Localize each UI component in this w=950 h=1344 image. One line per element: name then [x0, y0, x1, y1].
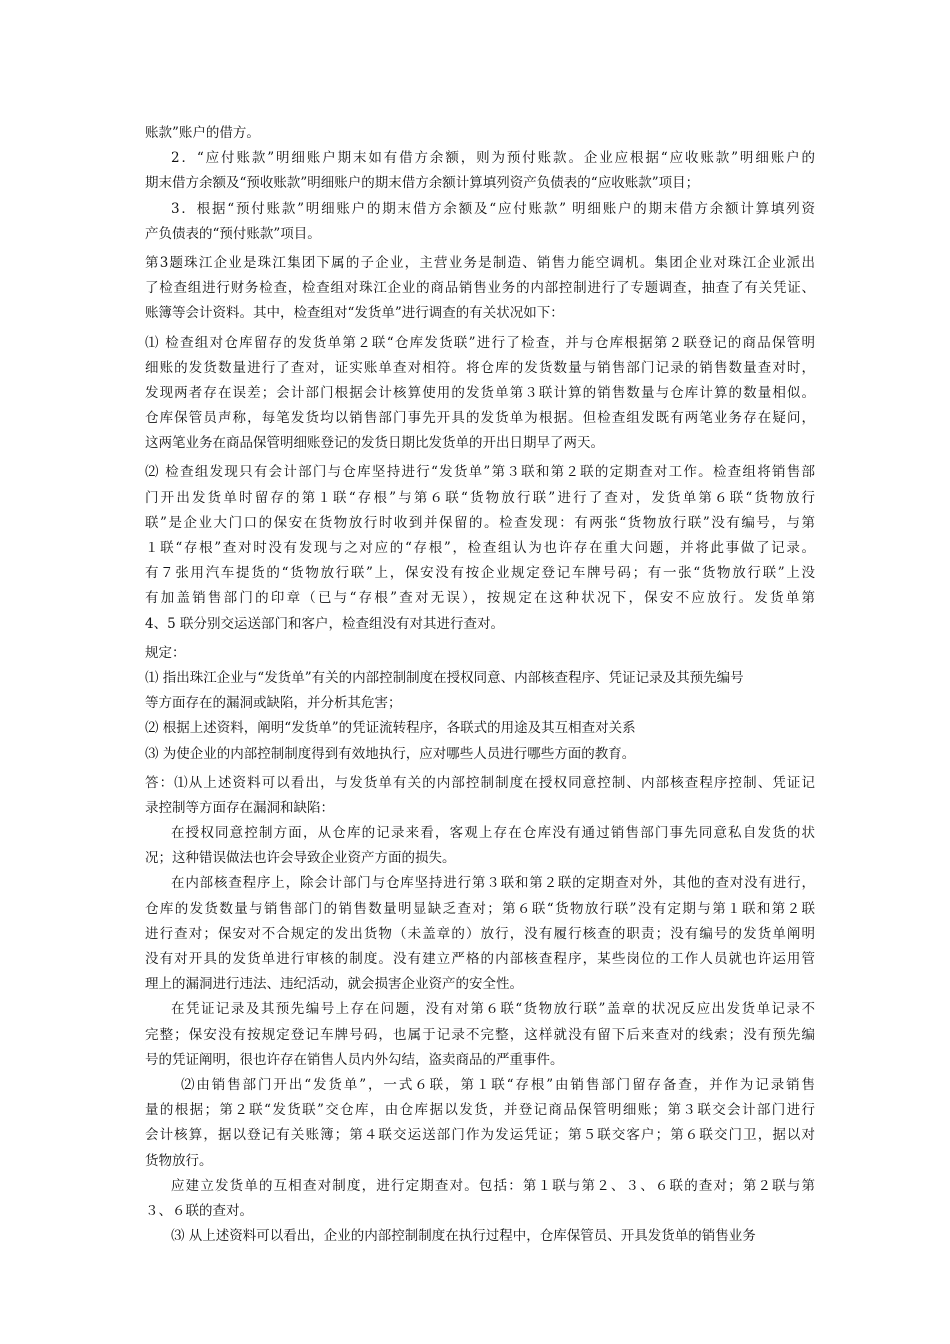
text-line: 货物放行。 [145, 1152, 213, 1169]
text-line: 细账的发货数量进行了查对，证实账单查对相符。将仓库的发货数量与销售部门记录的销售数量查对时， [145, 359, 815, 376]
text-line: 产负债表的“预付账款”项目。 [145, 225, 321, 242]
text-line: ３、６联的查对。 [145, 1202, 253, 1219]
text-line: 这两笔业务在商品保管明细账登记的发货日期比发货单的开出日期早了两天。 [145, 435, 604, 452]
text-line: 进行查对；保安对不合规定的发出货物（未盖章的）放行，没有履行核查的职责；没有编号的发货单阐明 [145, 925, 815, 942]
text-line: 在内部核查程序上，除会计部门与仓库坚持进行第３联和第２联的定期查对外，其他的查对没有进行， [171, 875, 815, 892]
text-line: 况；这种错误做法也许会导致企业资产方面的损失。 [145, 850, 456, 867]
text-line: ⑶ 为使企业的内部控制制度得到有效地执行，应对哪些人员进行哪些方面的教育。 [145, 745, 636, 762]
text-line: ⑵ 检查组发现只有会计部门与仓库坚持进行“发货单”第３联和第２联的定期查对工作。检查组将销售部 [145, 464, 815, 481]
text-line: 2．“应付账款”明细账户期末如有借方余额，则为预付账款。企业应根据“应收账款”明细账户的 [171, 150, 815, 167]
text-line: 门开出发货单时留存的第１联“存根”与第６联“货物放行联”进行了查对，发货单第６联“货物放行 [145, 489, 815, 506]
text-line: １联“存根”查对时没有发现与之对应的“存根”，检查组认为也许存在重大问题，并将此事做了记录。 [145, 540, 815, 556]
text-line: 有加盖销售部门的印章（已与“存根”查对无误），按规定在这种状况下，保安不应放行。发货单第 [145, 590, 815, 607]
text-line: 理上的漏洞进行违法、违纪活动，就会损害企业资产的安全性。 [145, 976, 523, 993]
text-line: 第3题珠江企业是珠江集团下属的子企业，主营业务是制造、销售力能空调机。集团企业对珠江企业派出 [145, 254, 815, 271]
text-line: ⑶ 从上述资料可以看出，企业的内部控制制度在执行过程中，仓库保管员、开具发货单的销售业务 [171, 1228, 756, 1245]
text-line: 完整；保安没有按规定登记车牌号码，也属于记录不完整，这样就没有留下后来查对的线索；没有预先编 [145, 1026, 815, 1043]
text-line: 等方面存在的漏洞或缺陷，并分析其危害； [145, 695, 402, 712]
text-line: 了检查组进行财务检查，检查组对珠江企业的商品销售业务的内部控制进行了专题调查，抽查了有关凭证、 [145, 280, 815, 297]
text-line: 联”是企业大门口的保安在货物放行时收到并保留的。检查发现：有两张“货物放行联”没有编号，与第 [145, 514, 815, 531]
text-line: 会计核算，据以登记有关账簿；第４联交运送部门作为发运凭证；第５联交客户；第６联交门卫，据以对 [145, 1127, 815, 1144]
text-line: 在授权同意控制方面，从仓库的记录来看，客观上存在仓库没有通过销售部门事先同意私自发货的状 [171, 825, 815, 842]
text-line: 规定： [145, 644, 186, 661]
text-line: 3．根据“预付账款”明细账户的期末借方余额及“应付账款” 明细账户的期末借方余额计算填列资 [171, 200, 815, 217]
text-line: 有７张用汽车提货的“货物放行联”上，保安没有按企业规定登记车牌号码；有一张“货物放行联”上没 [145, 565, 815, 582]
text-line: 账款”账户的借方。 [145, 125, 260, 141]
text-line: 4、5 联分别交运送部门和客户，检查组没有对其进行查对。 [145, 615, 504, 632]
text-line: 仓库保管员声称，每笔发货均以销售部门事先开具的发货单为根据。但检查组发既有两笔业务存在疑问， [145, 410, 815, 427]
text-line: 期末借方余额及“预收账款”明细账户的期末借方余额计算填列资产负债表的“应收账款”项目； [145, 175, 700, 192]
text-line: 没有对开具的发货单进行审核的制度。没有建立严格的内部核查程序，某些岗位的工作人员就也许运用管 [145, 951, 815, 967]
text-line: 量的根据；第２联“发货联”交仓库，由仓库据以发货，并登记商品保管明细账；第３联交会计部门进行 [145, 1102, 815, 1119]
text-line: ⑵ 根据上述资料，阐明“发货单”的凭证流转程序，各联式的用途及其互相查对关系 [145, 720, 636, 737]
document-body [145, 121, 815, 1249]
text-line: ⑵由销售部门开出“发货单”，一式６联，第１联“存根”由销售部门留存备查，并作为记录销售 [181, 1076, 815, 1093]
text-line: 发现两者存在误差；会计部门根据会计核算使用的发货单第３联计算的销售数量与仓库计算的数量相似。 [145, 384, 815, 401]
text-line: 仓库的发货数量与销售部门的销售数量明显缺乏查对；第６联“货物放行联”没有定期与第１联和第２联 [145, 900, 815, 917]
text-line: 答：⑴从上述资料可以看出，与发货单有关的内部控制制度在授权同意控制、内部核查程序控制、凭证记 [145, 774, 815, 791]
text-line: ⑴ 检查组对仓库留存的发货单第２联“仓库发货联”进行了检查，并与仓库根据第２联登记的商品保管明 [145, 334, 815, 351]
text-line: 录控制等方面存在漏洞和缺陷： [145, 799, 334, 816]
text-line: 号的凭证阐明，很也许存在销售人员内外勾结，盗卖商品的严重事件。 [145, 1051, 564, 1068]
text-line: 应建立发货单的互相查对制度，进行定期查对。包括：第１联与第２、３、６联的查对；第２联与第 [171, 1177, 815, 1194]
text-line: ⑴ 指出珠江企业与“发货单”有关的内部控制制度在授权同意、内部核查程序、凭证记录及其预先编号 [145, 669, 744, 686]
text-line: 账簿等会计资料。其中，检查组对“发货单”进行调查的有关状况如下： [145, 305, 564, 322]
text-line: 在凭证记录及其预先编号上存在问题，没有对第６联“货物放行联”盖章的状况反应出发货单记录不 [171, 1001, 815, 1018]
